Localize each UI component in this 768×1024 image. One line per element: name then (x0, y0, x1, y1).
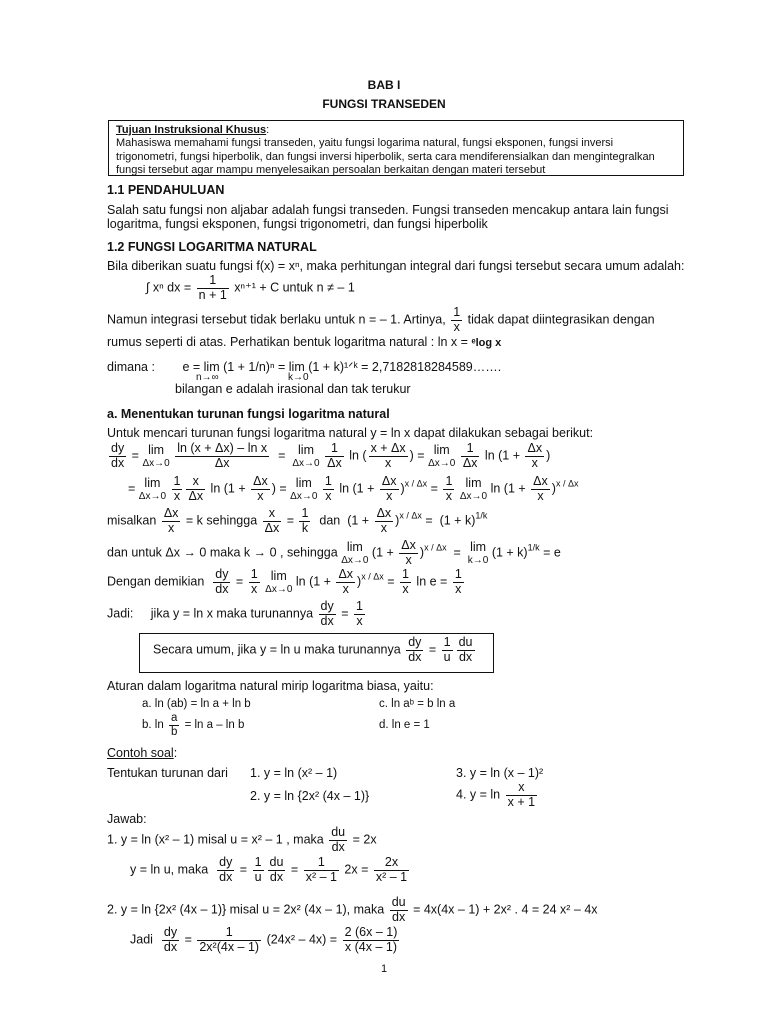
dimana-limit-2: k→0 (288, 372, 309, 383)
jawab-label: Jawab: (107, 812, 147, 826)
misalkan-eq: = k sehingga (185, 513, 258, 528)
jadi-label: Jadi: (107, 606, 134, 621)
subsection-a-intro: Untuk mencari turunan fungsi logaritma natural y = ln x dapat dilakukan sebagai berikut: (107, 426, 594, 440)
dengan-demikian-text: Dengan demikian (107, 574, 205, 589)
answer-1-line-2: y = ln u, maka $\frac{dy}{dx}$ = $\frac{1}{u}$ $\frac{du}{dx}$ = $\frac{1}{\text{x² – 1}}$ 2x = $\frac{2x}{\text{x² – 1}}$ (130, 855, 408, 884)
rule-b-left: b. ln (142, 719, 164, 732)
dimana-equation: e = lim (1 + 1/n)ⁿ = lim (1 + k)¹ᐟᵏ = 2,7182818284589……. (182, 360, 502, 374)
rumus-line (107, 335, 501, 350)
misalkan-dan: dan (319, 513, 341, 528)
examples-heading-text: Contoh soal (107, 746, 174, 760)
namun-text-end: tidak dapat diintegrasikan dengan (467, 312, 655, 327)
example-q4-left: 4. y = ln (456, 787, 501, 802)
dimana-label: dimana : (107, 360, 155, 374)
answer-1-text-2: y = ln u, maka (130, 862, 209, 877)
rule-b: b. ln $\frac{a}{b}$ = ln a – ln b (142, 712, 245, 738)
jadi-text: jika y = ln x maka turunannya (150, 606, 314, 621)
section-1-line-1: Salah satu fungsi non aljabar adalah fungsi transeden. Fungsi transeden mencakup antara lain fungsi (107, 203, 669, 217)
rumus-elog: ᵉlog x (471, 337, 502, 349)
page-title: FUNGSI TRANSEDEN (322, 97, 446, 111)
fraction-1-over-x: $\frac{1}{x}$ (453, 305, 461, 334)
objective-label: Tujuan Instruksional Khusus (116, 124, 267, 136)
objective-content: Tujuan Instruksional Khusus: Mahasiswa memahami fungsi transeden, yaitu fungsi logarima natural, fungsi eksponen, fungsi inversi trigonometri, fungsi hiperbolik, dan fungsi inversi hiperbolik, serta cara mendiferensialkan dan mengintegralkan fungsi tersebut agar mampu menyelesaikan persoalan berkaitan dengan materi tersebut (116, 124, 678, 178)
jadi-line: Jadi: jika y = ln x maka turunannya $\frac{dy}{dx}$ = $\frac{1}{x}$ (107, 599, 363, 628)
answer-2-end: = 4x(4x – 1) + 2x² . 4 = 24 x² – 4x (413, 902, 598, 917)
example-q4: 4. y = ln $\frac{x}{x + 1}$ (456, 780, 536, 809)
example-q1: 1. y = ln (x² – 1) (250, 766, 338, 780)
section-2-heading: 1.2 FUNGSI LOGARITMA NATURAL (107, 240, 317, 254)
answer-1-end: = 2x (352, 832, 377, 847)
result-box-content: Secara umum, jika y = ln u maka turunannya $\frac{dy}{dx}$ = $\frac{1}{u}$ $\frac{du}{dx}$ (153, 635, 473, 664)
answer-2-line-2: Jadi $\frac{dy}{dx}$ = $\frac{1}{\text{2x²(4x – 1)}}$ (24x² – 4x) = $\frac{2 (6x - 1)}{x (4x - 1)}$ (130, 925, 398, 954)
rule-b-right: = ln a – ln b (184, 719, 245, 732)
examples-intro: Tentukan turunan dari (107, 766, 228, 780)
fraction-1-over-n-plus-1: $\frac{1}{n + 1}$ (198, 273, 227, 302)
rule-d: d. ln e = 1 (379, 719, 430, 731)
namun-text: Namun integrasi tersebut tidak berlaku untuk n = – 1. Artinya, (107, 312, 446, 327)
page-number: 1 (380, 963, 388, 975)
result-box-text: Secara umum, jika y = ln u maka turunannya (153, 642, 401, 657)
namun-line (107, 306, 655, 335)
answer-1-text: 1. y = ln (x² – 1) misal u = x² – 1 , maka (107, 832, 324, 847)
answer-2-line-1: 2. y = ln {2x² (4x – 1)} misal u = 2x² (4x – 1), maka $\frac{du}{dx}$ = 4x(4x – 1) + 2x² . 4 = 24 x² – 4x (107, 895, 598, 924)
integral-right: xⁿ⁺¹ + C untuk n ≠ – 1 (234, 280, 355, 295)
objective-line-1: Mahasiswa memahami fungsi transeden, yaitu fungsi logarima natural, fungsi eksponen, fungsi inversi (116, 137, 614, 150)
rules-intro: Aturan dalam logaritma natural mirip logaritma biasa, yaitu: (107, 679, 434, 693)
derivation-line-1: $\frac{dy}{dx}$ = lim Δx→0 $\frac{\text{ln (x + Δx) – ln x}}{\Delta x}$ = lim Δx→0 $\frac{1}{\Delta x}$ ln ( $\frac{x + \Delta x}{x}$ ) = lim Δx→0 $\frac{1}{\Delta x}$ ln (1 + $\frac{\Delta x}{x}$ ) (111, 441, 551, 470)
objective-line-3: fungsi tersebut agar mampu menyelesaikan persoalan berkaitan dengan materi tersebut (116, 164, 546, 177)
misalkan-line: misalkan $\frac{\Delta x}{x}$ = k sehingga $\frac{x}{\Delta x}$ = $\frac{1}{k}$ dan (1 + $\frac{\Delta x}{x}$ )$^{x / \Delta x} = (1 + k)^{1/k}$ (107, 506, 488, 535)
answer-2-text: 2. y = ln {2x² (4x – 1)} misal u = 2x² (4x – 1), maka (107, 902, 385, 917)
dimana-limit-1: n→∞ (196, 372, 219, 383)
dimana-note: bilangan e adalah irasional dan tak terukur (175, 382, 411, 396)
integral-formula (146, 274, 355, 303)
chapter-label: BAB I (367, 78, 401, 92)
rule-c: c. ln aᵇ = b ln a (379, 698, 456, 710)
section-1-line-2: logaritma, fungsi eksponen, fungsi trigonometri, dan fungsi hiperbolik (107, 217, 488, 231)
rumus-text: rumus seperti di atas. Perhatikan bentuk logaritma natural : ln x = (107, 335, 468, 349)
example-q3: 3. y = ln (x – 1)² (456, 766, 544, 780)
objective-line-2: trigonometri, fungsi hiperbolik, dan fungsi inversi hiperbolik, serta cara mendiferensialkan dan mengintegralkan (116, 150, 655, 163)
dengan-demikian-line: Dengan demikian $\frac{dy}{dx}$ = $\frac{1}{x}$ lim Δx→0 ln (1 + $\frac{\Delta x}{x}$ )$^{x / \Delta x}$ = $\frac{1}{x}$ ln e = $\frac{1}{x}$ (107, 567, 462, 596)
section-1-heading: 1.1 PENDAHULUAN (107, 183, 225, 197)
subsection-a-heading: a. Menentukan turunan fungsi logaritma natural (107, 407, 390, 421)
derivation-line-2: = lim Δx→0 $\frac{1}{x}$ $\frac{x}{\Delta x}$ ln (1 + $\frac{\Delta x}{x}$ ) = lim Δx→0 $\frac{1}{x}$ ln (1 + $\frac{\Delta x}{x}$ )$^{x / \Delta x}$ = $\frac{1}{x}$ lim Δx→0 ln (1 + $\frac{\Delta x}{x}$ )$^{x / \Delta x}$ (128, 474, 579, 503)
rule-a: a. ln (ab) = ln a + ln b (142, 698, 251, 710)
answer-1-line-1: 1. y = ln (x² – 1) misal u = x² – 1 , maka $\frac{du}{dx}$ = 2x (107, 825, 377, 854)
dan-untuk-line: dan untuk Δx → 0 maka k → 0 , sehingga lim Δx→0 (1 + $\frac{\Delta x}{x}$ )$^{x / \Delta x}$ = lim k→0 $(1 + k)^{1/k} = e$ (107, 538, 561, 567)
misalkan-label: misalkan (107, 513, 157, 528)
integral-left: ∫ xⁿ dx = (146, 280, 192, 295)
dan-untuk-text: dan untuk Δx → 0 maka k → 0 , sehingga (107, 545, 338, 560)
examples-heading: Contoh soal: (107, 746, 178, 760)
answer-2-jadi: Jadi (130, 932, 153, 947)
section-2-line-1: Bila diberikan suatu fungsi f(x) = xⁿ, maka perhitungan integral dari fungsi tersebut secara umum adalah: (107, 259, 685, 273)
example-q2: 2. y = ln {2x² (4x – 1)} (250, 789, 370, 803)
